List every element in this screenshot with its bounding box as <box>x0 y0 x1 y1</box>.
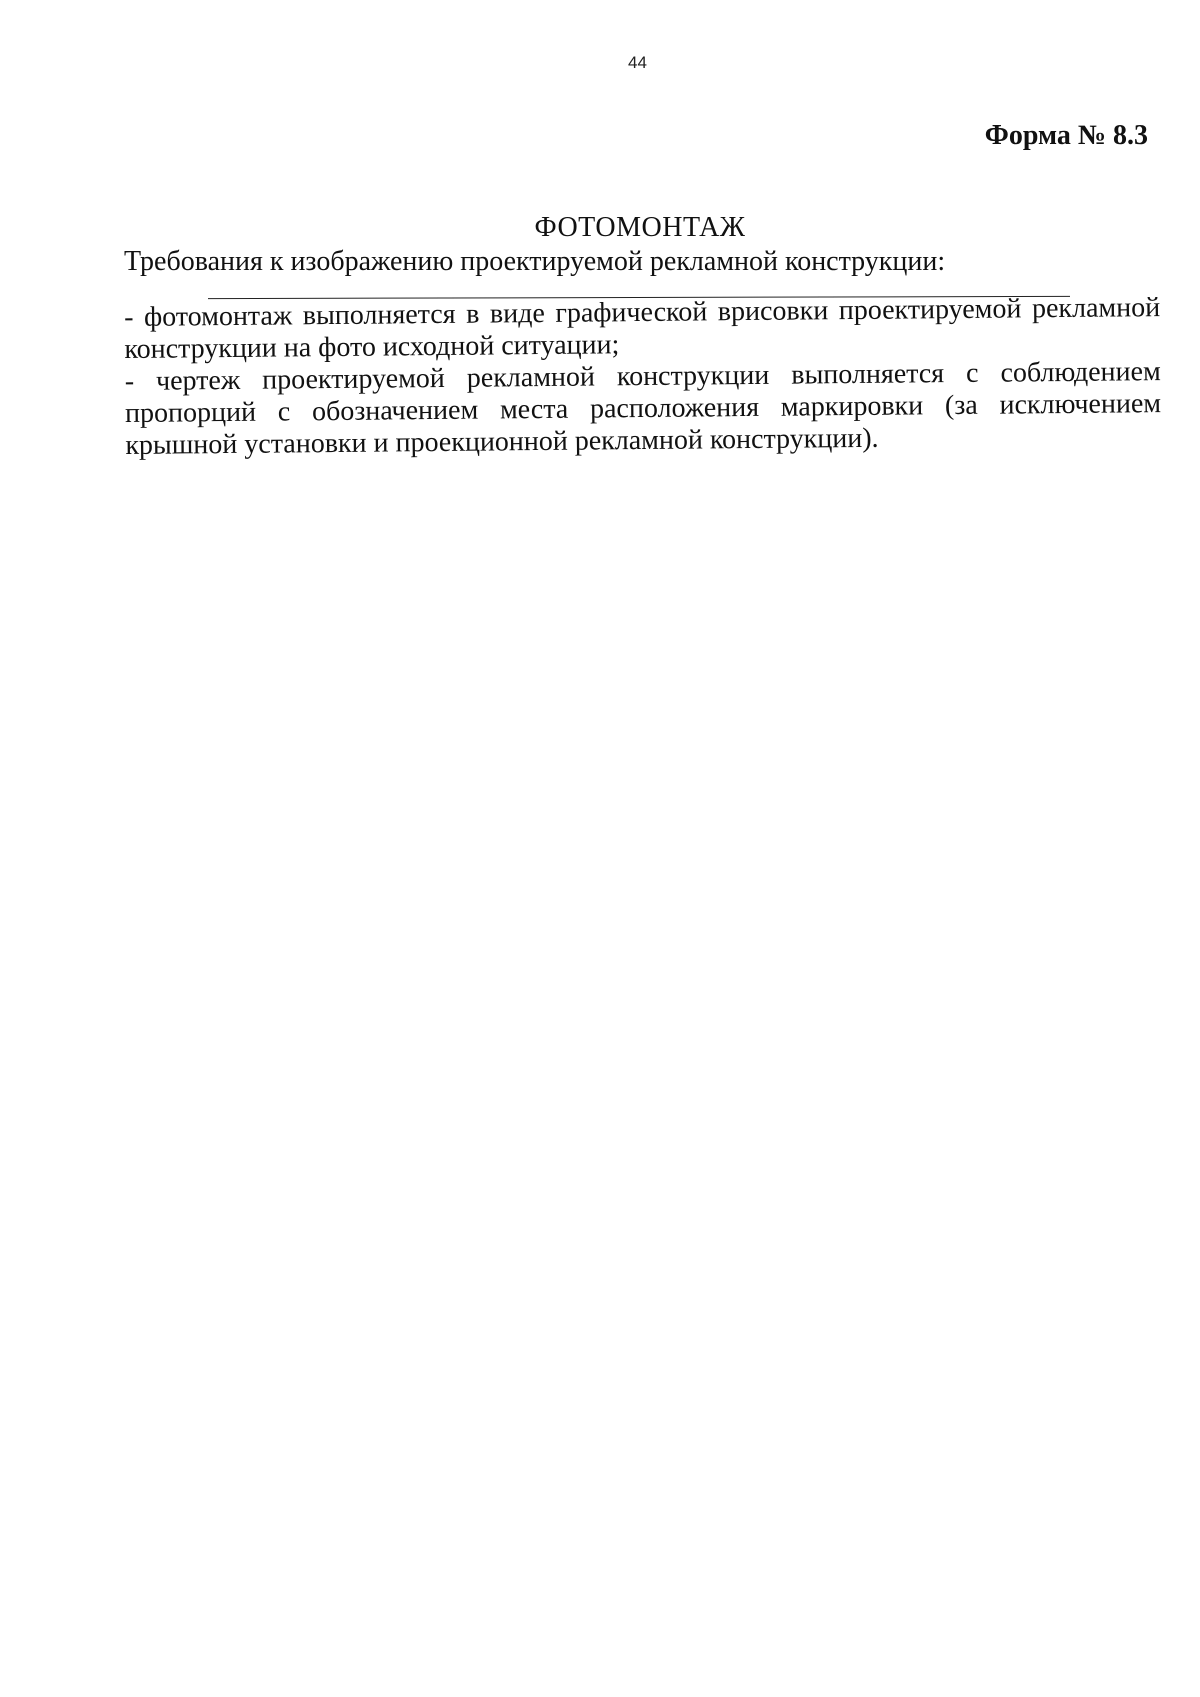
form-number: Форма № 8.3 <box>984 120 1148 151</box>
requirement-item: - чертеж проектируемой рекламной конструкции выполняется с соблюдением пропорций с обозначением места расположения маркировки (за исключением крышной установки и проекционной рекламной конструкции). <box>124 356 1162 461</box>
requirement-item: - фотомонтаж выполняется в виде графической врисовки проектируемой рекламной конструкции на фото исходной ситуации; <box>124 292 1161 365</box>
document-title: ФОТОМОНТАЖ <box>534 212 746 243</box>
page-number: 44 <box>628 53 647 72</box>
requirements-list <box>124 292 1161 462</box>
requirements-heading: Требования к изображению проектируемой рекламной конструкции: <box>124 246 946 277</box>
